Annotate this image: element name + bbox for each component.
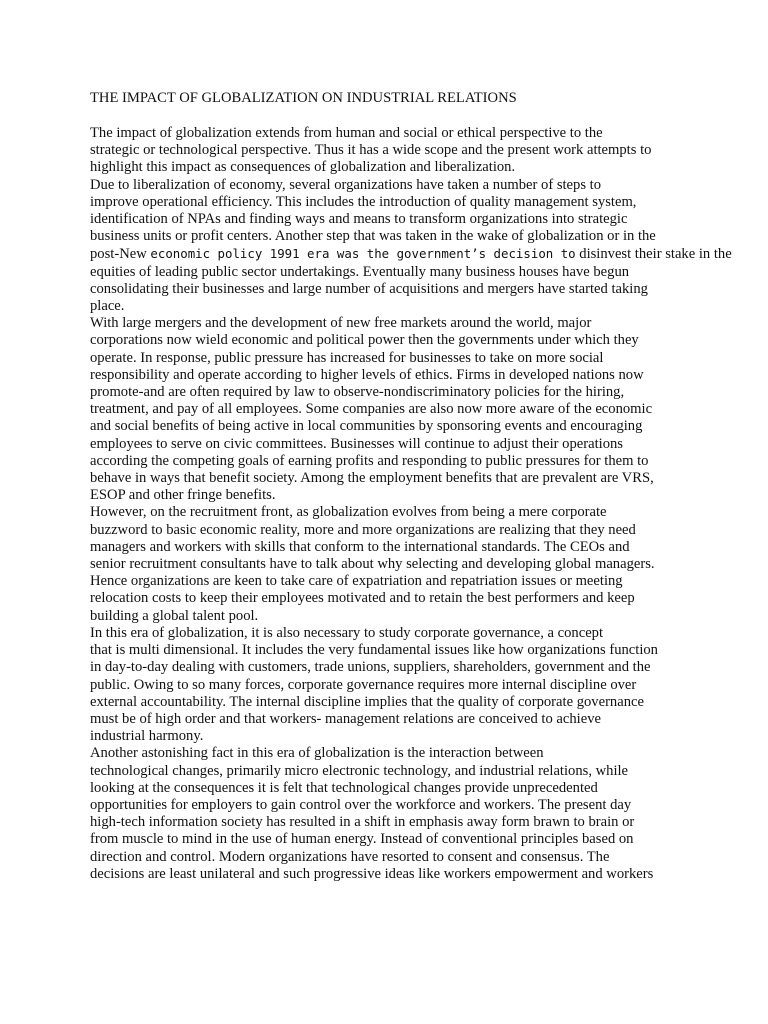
text-line: direction and control. Modern organizations have resorted to consent and consensus. The (90, 848, 610, 865)
text-line: identification of NPAs and finding ways and means to transform organizations into strategic (90, 211, 628, 228)
text-line: improve operational efficiency. This includes the introduction of quality management system, (90, 193, 637, 210)
text-line: in day-to-day dealing with customers, trade unions, suppliers, shareholders, government and the (90, 659, 651, 676)
text-line: building a global talent pool. (90, 607, 259, 624)
text-line: industrial harmony. (90, 728, 204, 745)
text-line: highlight this impact as consequences of globalization and liberalization. (90, 159, 516, 176)
text-line: equities of leading public sector undertakings. Eventually many business houses have begun (90, 263, 630, 280)
text-segment: disinvest their stake in the (575, 246, 732, 263)
text-line: In this era of globalization, it is also necessary to study corporate governance, a concept (90, 624, 604, 641)
text-line: external accountability. The internal discipline implies that the quality of corporate governance (90, 693, 644, 710)
monospace-text-segment: economic policy 1991 era was the government’s decision to (150, 246, 576, 262)
text-line: looking at the consequences it is felt that technological changes provide unprecedented (90, 779, 598, 796)
text-line: employees to serve on civic committees. Businesses will continue to adjust their operations (90, 435, 623, 452)
paragraph-3 (90, 315, 688, 504)
text-line: strategic or technological perspective. Thus it has a wide scope and the present work attempts to (90, 142, 652, 159)
text-line: that is multi dimensional. It includes the very fundamental issues like how organizations function (90, 642, 658, 659)
text-line: opportunities for employers to gain control over the workforce and workers. The present day (90, 796, 632, 813)
text-line: treatment, and pay of all employees. Some companies are also now more aware of the economic (90, 401, 653, 418)
text-line: consolidating their businesses and large number of acquisitions and mergers have started taking (90, 280, 648, 297)
paragraph-5 (90, 625, 688, 745)
text-line: high-tech information society has resulted in a shift in emphasis away form brawn to brain or (90, 814, 635, 831)
text-line: must be of high order and that workers- management relations are conceived to achieve (90, 710, 601, 727)
text-line: public. Owing to so many forces, corporate governance requires more internal discipline over (90, 676, 637, 693)
paragraph-2 (90, 176, 732, 316)
text-line: corporations now wield economic and political power then the governments under which they (90, 332, 639, 349)
text-line: With large mergers and the development of new free markets around the world, major (90, 315, 592, 332)
text-line: place. (90, 298, 125, 315)
document-body (90, 88, 732, 883)
document-title: THE IMPACT OF GLOBALIZATION ON INDUSTRIAL RELATIONS (90, 90, 517, 106)
paragraph-1 (90, 125, 688, 177)
text-line: However, on the recruitment front, as globalization evolves from being a mere corporate (90, 504, 607, 521)
text-line: buzzword to basic economic reality, more and more organizations are realizing that they need (90, 521, 636, 538)
text-line: promote-and are often required by law to observe-nondiscriminatory policies for the hiring, (90, 384, 625, 401)
text-line: and social benefits of being active in local communities by sponsoring events and encouraging (90, 418, 643, 435)
text-line: behave in ways that benefit society. Among the employment benefits that are prevalent are VRS, (90, 470, 654, 487)
paragraph-6 (90, 745, 688, 883)
text-line: according the competing goals of earning profits and responding to public pressures for them to (90, 452, 649, 469)
text-line: senior recruitment consultants have to talk about why selecting and developing global managers. (90, 556, 655, 573)
text-line: responsibility and operate according to higher levels of ethics. Firms in developed nations now (90, 366, 644, 383)
mixed-font-line (90, 245, 732, 263)
text-line: Due to liberalization of economy, several organizations have taken a number of steps to (90, 176, 602, 193)
text-line: operate. In response, public pressure has increased for businesses to take on more social (90, 349, 604, 366)
text-segment: post-New (90, 246, 151, 263)
text-line: business units or profit centers. Another step that was taken in the wake of globalization or in the (90, 228, 656, 245)
paragraph-4 (90, 504, 688, 624)
text-line: The impact of globalization extends from human and social or ethical perspective to the (90, 125, 603, 141)
text-line: Hence organizations are keen to take care of expatriation and repatriation issues or meeting (90, 573, 623, 590)
text-line: ESOP and other fringe benefits. (90, 487, 276, 504)
text-line: decisions are least unilateral and such progressive ideas like workers empowerment and workers (90, 865, 654, 882)
text-line: technological changes, primarily micro electronic technology, and industrial relations, while (90, 762, 629, 779)
text-line: relocation costs to keep their employees motivated and to retain the best performers and keep (90, 590, 635, 607)
text-line: from muscle to mind in the use of human energy. Instead of conventional principles based on (90, 831, 634, 848)
text-line: Another astonishing fact in this era of globalization is the interaction between (90, 745, 544, 762)
text-line: managers and workers with skills that conform to the international standards. The CEOs and (90, 538, 630, 555)
